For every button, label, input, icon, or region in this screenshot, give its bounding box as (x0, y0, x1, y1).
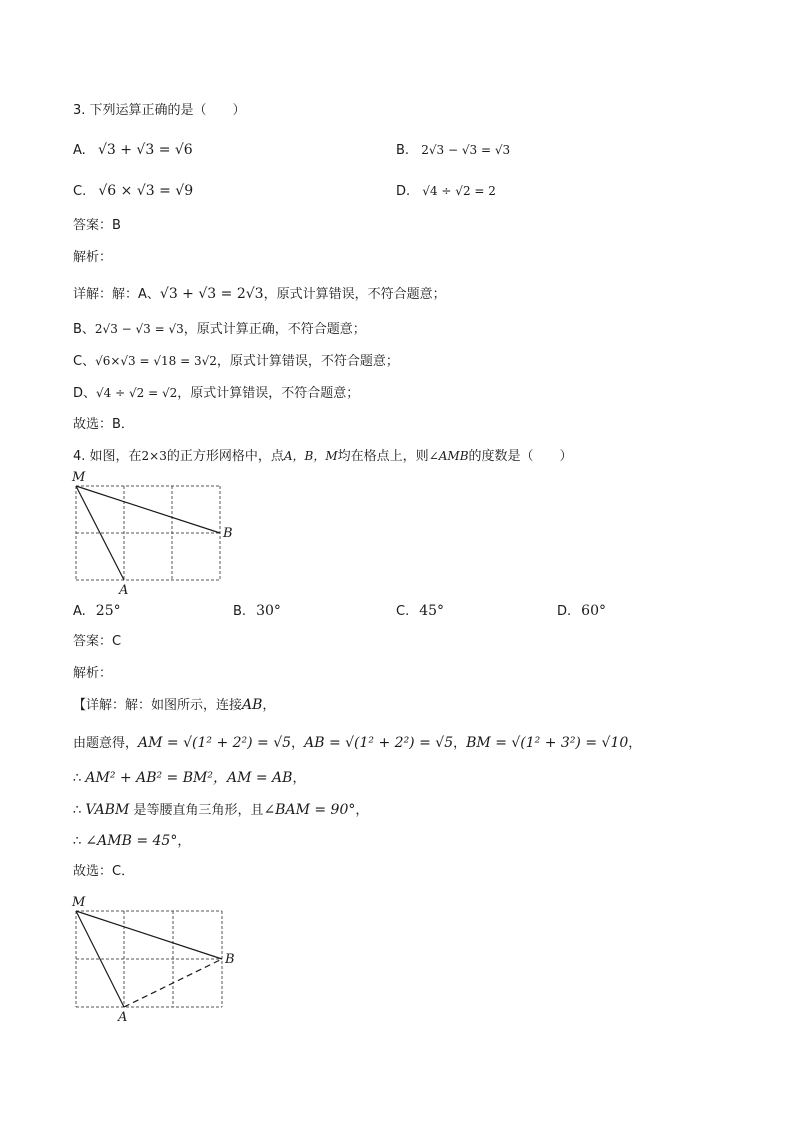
q3-detail-b: B、2√3 − √3 = √3，原式计算正确，不符合题意； (73, 322, 366, 337)
q3-option-d-label: D. (396, 184, 411, 199)
point-a-label: A (118, 1010, 128, 1025)
q4-answer: 答案：C (73, 634, 122, 649)
q3-stem: 3. 下列运算正确的是（ ） (73, 103, 246, 118)
q3-option-b[interactable] (396, 141, 510, 160)
point-b-label: B (223, 526, 233, 541)
segment-mb (76, 911, 222, 959)
q3-option-d-expr: √4 ÷ √2 = 2 (422, 184, 496, 198)
q4-detail-4: ∴ VABM 是等腰直角三角形，且∠BAM = 90°， (73, 802, 369, 818)
q3-option-c[interactable] (73, 182, 193, 201)
q4-option-c[interactable]: C. 45° (396, 603, 445, 619)
q4-option-a[interactable]: A. 25° (73, 603, 121, 619)
q4-option-d[interactable]: D. 60° (557, 603, 606, 619)
q3-option-c-label: C. (73, 184, 87, 199)
segment-mb (76, 486, 220, 533)
q3-option-c-expr: √6 × √3 = √9 (98, 183, 194, 199)
q4-detail-3: ∴ AM² + AB² = BM²，AM = AB， (73, 770, 306, 786)
q3-option-a-label: A. (73, 143, 86, 158)
q4-figure-grid (68, 468, 238, 598)
q3-detail-a-expr: √3 + √3 = 2√3 (159, 286, 264, 302)
q3-conclusion: 故选：B． (73, 417, 134, 432)
q3-option-b-expr: 2√3 − √3 = √3 (421, 143, 511, 157)
q3-option-d[interactable] (396, 182, 496, 201)
q3-detail-d: D、√4 ÷ √2 = √2，原式计算错误，不符合题意； (73, 386, 360, 401)
q3-detail-c-expr: √6×√3 = √18 = 3√2 (95, 354, 217, 368)
q3-detail-c: C、√6×√3 = √18 = 3√2，原式计算错误，不符合题意； (73, 354, 399, 369)
q3-detail-a: 详解：解：A、√3 + √3 = 2√3，原式计算错误，不符合题意； (73, 286, 446, 302)
q4-detail-2: 由题意得，AM = √(1² + 2²) = √5，AB = √(1² + 2²) = √5，BM = √(1² + 3²) = √10， (73, 735, 642, 751)
q4-stem: 4. 如图，在2×3的正方形网格中，点A，B，M均在格点上，则∠AMB的度数是（ ） (73, 449, 573, 464)
q4-detail-5: ∴ ∠AMB = 45°， (73, 833, 191, 849)
q3-option-a[interactable] (73, 141, 193, 160)
q3-detail-d-expr: √4 ÷ √2 = √2 (96, 386, 178, 400)
point-b-label: B (225, 952, 235, 967)
q4-analysis-label: 解析： (73, 666, 113, 681)
q3-answer: 答案：B (73, 218, 121, 233)
q3-detail-b-expr: 2√3 − √3 = √3 (94, 322, 184, 336)
q4-detail-1: 【详解：解：如图所示，连接AB， (73, 697, 276, 713)
q4-option-b[interactable]: B. 30° (233, 603, 281, 619)
q3-analysis-label: 解析： (73, 250, 113, 265)
point-m-label: M (72, 895, 86, 910)
q4-solution-figure (68, 893, 243, 1025)
q4-conclusion: 故选：C． (73, 864, 135, 879)
point-m-label: M (72, 470, 86, 485)
point-a-label: A (119, 583, 129, 598)
q3-option-b-label: B. (396, 143, 410, 158)
q3-option-a-expr: √3 + √3 = √6 (97, 142, 193, 158)
